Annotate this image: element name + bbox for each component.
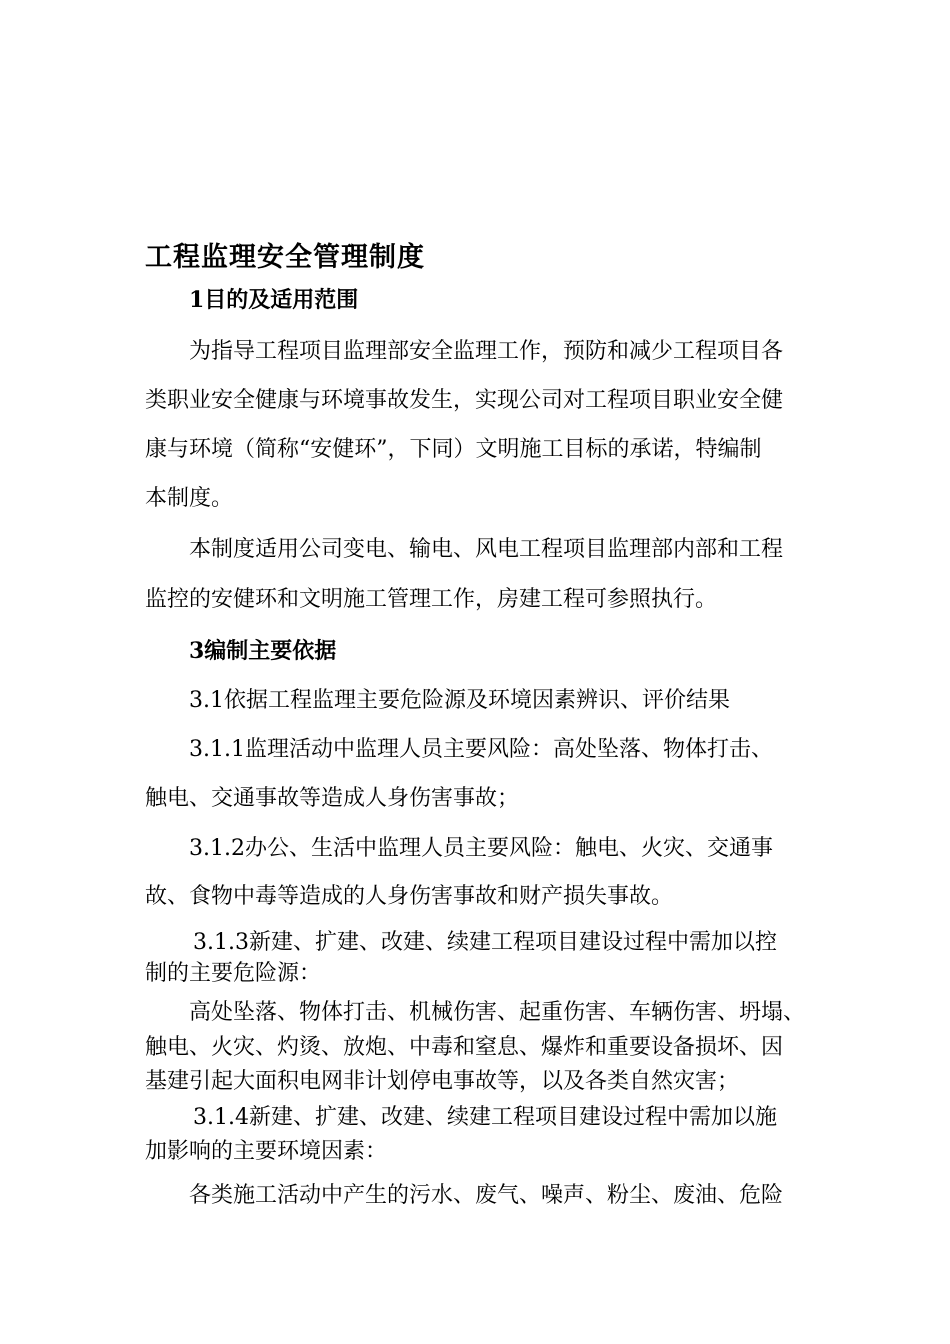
paragraph-line: 3.1依据工程监理主要危险源及环境因素辨识、评价结果: [189, 688, 730, 713]
section-1-heading: 1目的及适用范围: [189, 287, 359, 313]
paragraph-line: 触电、交通事故等造成人身伤害事故；: [145, 786, 520, 811]
paragraph-line: 3.1.1监理活动中监理人员主要风险：高处坠落、物体打击、: [189, 737, 773, 762]
paragraph-line: 各类施工活动中产生的污水、废气、噪声、粉尘、废油、危险: [189, 1183, 784, 1208]
paragraph-line: 类职业安全健康与环境事故发生，实现公司对工程项目职业安全健: [145, 388, 784, 413]
paragraph-line: 高处坠落、物体打击、机械伤害、起重伤害、车辆伤害、坍塌、: [189, 1000, 806, 1025]
paragraph-line: 故、食物中毒等造成的人身伤害事故和财产损失事故。: [145, 884, 674, 909]
paragraph-line: 本制度适用公司变电、输电、风电工程项目监理部内部和工程: [189, 537, 784, 562]
paragraph-line: 本制度。: [145, 486, 234, 511]
paragraph-line: 触电、火灾、灼烫、放炮、中毒和窒息、爆炸和重要设备损坏、因: [145, 1035, 784, 1060]
paragraph-line: 3.1.3新建、扩建、改建、续建工程项目建设过程中需加以控: [193, 930, 777, 955]
paragraph-line: 监控的安健环和文明施工管理工作，房建工程可参照执行。: [145, 587, 718, 612]
paragraph-line: 基建引起大面积电网非计划停电事故等，以及各类自然灾害；: [145, 1069, 740, 1094]
document-title: 工程监理安全管理制度: [145, 242, 425, 273]
section-3-heading: 3编制主要依据: [189, 638, 337, 664]
paragraph-line: 3.1.2办公、生活中监理人员主要风险：触电、火灾、交通事: [189, 836, 773, 861]
paragraph-line: 为指导工程项目监理部安全监理工作，预防和减少工程项目各: [189, 339, 784, 364]
paragraph-line: 制的主要危险源：: [145, 961, 322, 986]
paragraph-line: 康与环境（简称“安健环”，下同）文明施工目标的承诺，特编制: [145, 437, 762, 462]
paragraph-line: 3.1.4新建、扩建、改建、续建工程项目建设过程中需加以施: [193, 1105, 777, 1130]
paragraph-line: 加影响的主要环境因素：: [145, 1139, 388, 1164]
